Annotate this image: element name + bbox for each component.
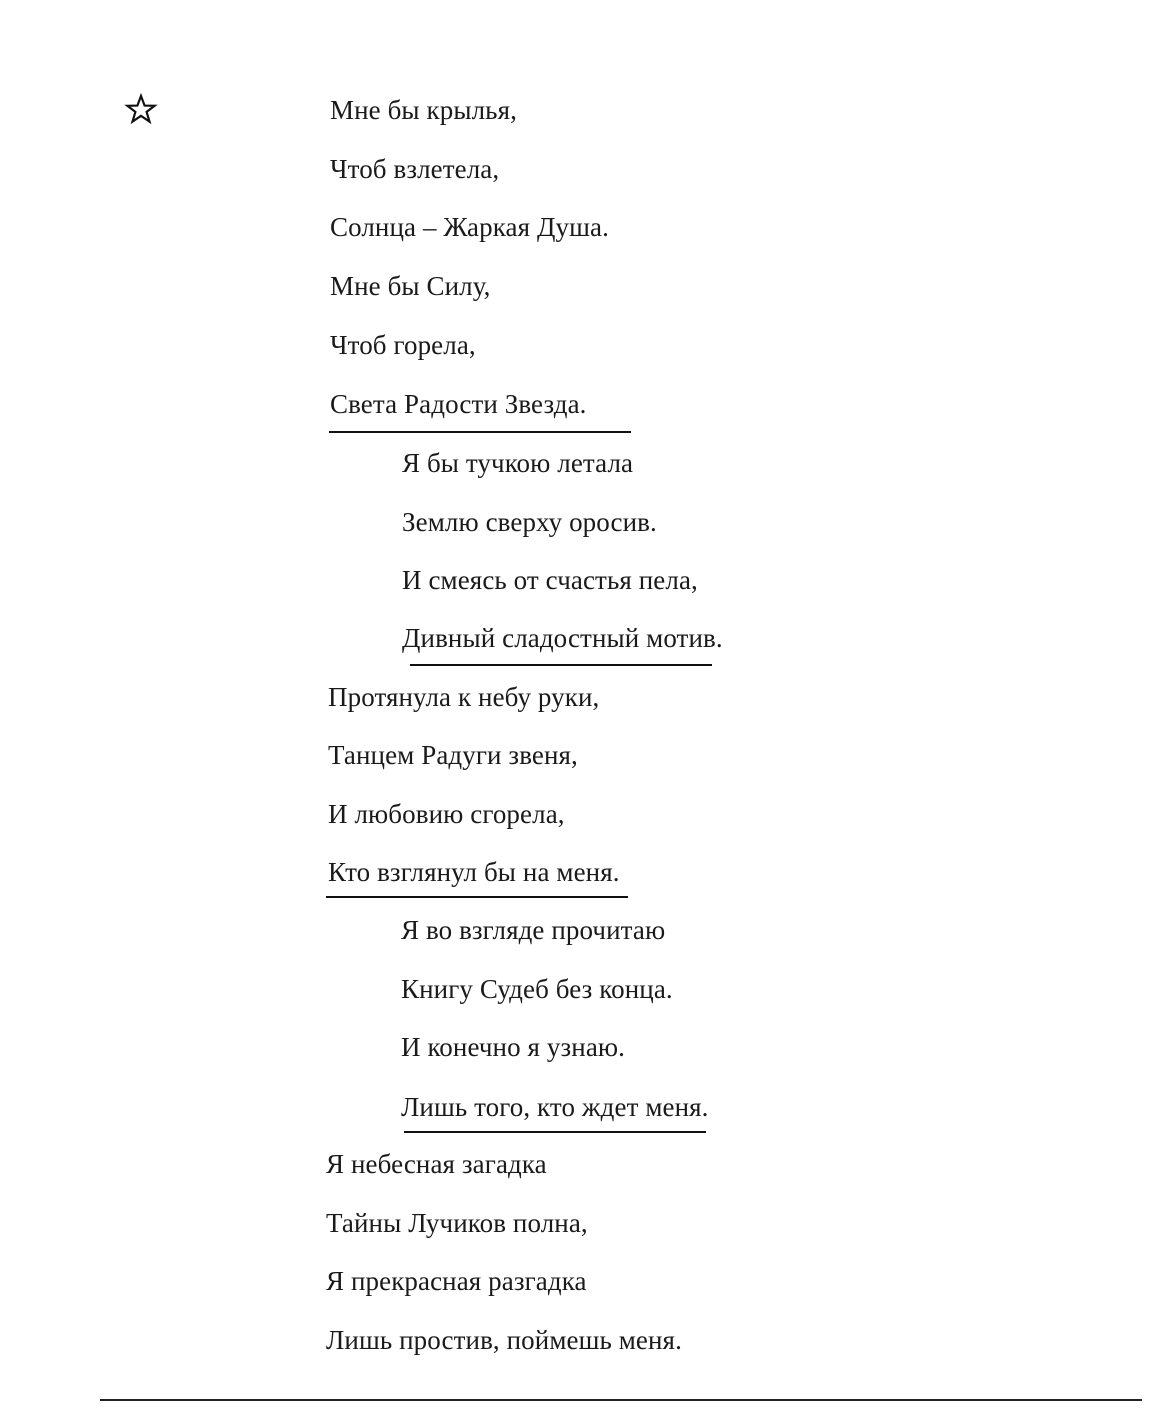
poem-line: Солнца – Жаркая Душа. [330,212,609,242]
poem-line: Чтоб горела, [330,330,476,360]
poem-line: И смеясь от счастья пела, [402,565,698,595]
poem-line: Танцем Радуги звеня, [328,740,578,770]
poem-line: Мне бы Силу, [330,271,491,301]
star-outline-icon [124,93,158,127]
poem-line: Я небесная загадка [326,1149,547,1179]
poem-line: Я во взгляде прочитаю [401,915,666,945]
poem-line: И конечно я узнаю. [401,1032,626,1062]
stanza-divider [404,1131,706,1133]
poem-line: Тайны Лучиков полна, [326,1208,588,1238]
poem-line: Протянула к небу руки, [328,682,600,712]
poem-line: И любовию сгорела, [328,799,565,829]
poem-line: Лишь того, кто ждет меня. [401,1092,709,1122]
poem-line: Я прекрасная разгадка [326,1266,587,1296]
poem-line: Книгу Судеб без конца. [401,974,673,1004]
poem-line: Лишь простив, поймешь меня. [326,1325,682,1355]
poem-line: Света Радости Звезда. [330,389,587,419]
stanza-divider [410,664,712,666]
footer-divider [100,1399,1142,1401]
stanza-divider [326,896,628,898]
poem-line: Я бы тучкою летала [402,448,634,478]
poem-line: Чтоб взлетела, [330,154,500,184]
poem-line: Землю сверху оросив. [402,507,657,537]
poem-line: Дивный сладостный мотив. [402,623,723,653]
poem-line: Мне бы крылья, [330,95,517,125]
poem-line: Кто взглянул бы на меня. [328,857,620,887]
stanza-divider [329,431,631,433]
